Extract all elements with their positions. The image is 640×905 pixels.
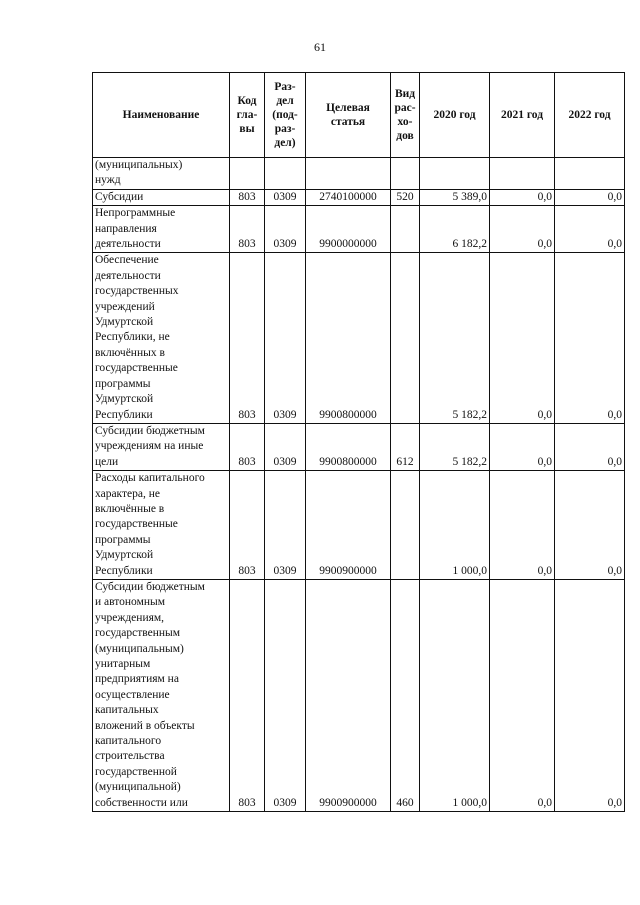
cell-year-2021: 0,0: [490, 206, 555, 253]
cell-chapter-code: 803: [230, 189, 265, 205]
cell-target-article: 9900900000: [306, 471, 391, 580]
cell-expense-kind: [391, 206, 420, 253]
cell-year-2021: 0,0: [490, 471, 555, 580]
cell-chapter-code: [230, 158, 265, 190]
cell-chapter-code: 803: [230, 579, 265, 811]
cell-name: Расходы капитального характера, не включённые в государственные программы Удмуртской Республики: [93, 471, 230, 580]
table-row: [93, 189, 625, 205]
cell-chapter-code: 803: [230, 423, 265, 470]
header-year-2022: 2022 год: [555, 73, 625, 158]
cell-name: Обеспечение деятельности государственных учреждений Удмуртской Республики, не включённых в государственные программы Удмуртской Республики: [93, 253, 230, 423]
header-target-article: Целевая статья: [306, 73, 391, 158]
cell-year-2022: 0,0: [555, 579, 625, 811]
table-row: [93, 158, 625, 190]
cell-expense-kind: [391, 253, 420, 423]
cell-year-2022: [555, 158, 625, 190]
cell-year-2022: 0,0: [555, 206, 625, 253]
header-name: Наименование: [93, 73, 230, 158]
cell-section: 0309: [265, 253, 306, 423]
cell-target-article: 9900900000: [306, 579, 391, 811]
cell-expense-kind: [391, 471, 420, 580]
header-section: Раз- дел (под- раз- дел): [265, 73, 306, 158]
cell-name: Непрограммные направления деятельности: [93, 206, 230, 253]
header-expense-kind: Вид рас- хо- дов: [391, 73, 420, 158]
cell-section: 0309: [265, 206, 306, 253]
cell-year-2021: 0,0: [490, 253, 555, 423]
cell-year-2020: 5 389,0: [420, 189, 490, 205]
cell-year-2022: 0,0: [555, 423, 625, 470]
cell-target-article: 9900800000: [306, 253, 391, 423]
cell-chapter-code: 803: [230, 206, 265, 253]
table-row: [93, 206, 625, 253]
table-row: [93, 423, 625, 470]
page-number: 61: [314, 40, 326, 54]
cell-target-article: 9900000000: [306, 206, 391, 253]
cell-chapter-code: 803: [230, 471, 265, 580]
cell-year-2021: 0,0: [490, 579, 555, 811]
cell-year-2021: 0,0: [490, 423, 555, 470]
cell-chapter-code: 803: [230, 253, 265, 423]
table-row: [93, 471, 625, 580]
cell-name: Субсидии: [93, 189, 230, 205]
cell-year-2020: 6 182,2: [420, 206, 490, 253]
cell-target-article: 2740100000: [306, 189, 391, 205]
header-year-2020: 2020 год: [420, 73, 490, 158]
cell-section: 0309: [265, 423, 306, 470]
cell-section: [265, 158, 306, 190]
cell-year-2021: [490, 158, 555, 190]
cell-expense-kind: 460: [391, 579, 420, 811]
header-row: [93, 73, 625, 158]
cell-year-2020: 5 182,2: [420, 253, 490, 423]
budget-table: [92, 72, 625, 812]
cell-year-2020: [420, 158, 490, 190]
table-row: [93, 579, 625, 811]
cell-section: 0309: [265, 189, 306, 205]
cell-name: (муниципальных) нужд: [93, 158, 230, 190]
cell-year-2020: 1 000,0: [420, 471, 490, 580]
cell-name: Субсидии бюджетным и автономным учреждениям, государственным (муниципальным) унитарным предприятиям на осуществление капитальных вложений в объекты капитального строительства государственной (муниципальной) собственности или: [93, 579, 230, 811]
cell-expense-kind: [391, 158, 420, 190]
cell-section: 0309: [265, 579, 306, 811]
cell-year-2021: 0,0: [490, 189, 555, 205]
table-row: [93, 253, 625, 423]
cell-year-2022: 0,0: [555, 189, 625, 205]
cell-target-article: [306, 158, 391, 190]
cell-year-2020: 1 000,0: [420, 579, 490, 811]
cell-expense-kind: 612: [391, 423, 420, 470]
header-chapter-code: Код гла- вы: [230, 73, 265, 158]
cell-year-2022: 0,0: [555, 253, 625, 423]
cell-section: 0309: [265, 471, 306, 580]
cell-year-2022: 0,0: [555, 471, 625, 580]
header-year-2021: 2021 год: [490, 73, 555, 158]
cell-year-2020: 5 182,2: [420, 423, 490, 470]
cell-target-article: 9900800000: [306, 423, 391, 470]
cell-expense-kind: 520: [391, 189, 420, 205]
cell-name: Субсидии бюджетным учреждениям на иные цели: [93, 423, 230, 470]
